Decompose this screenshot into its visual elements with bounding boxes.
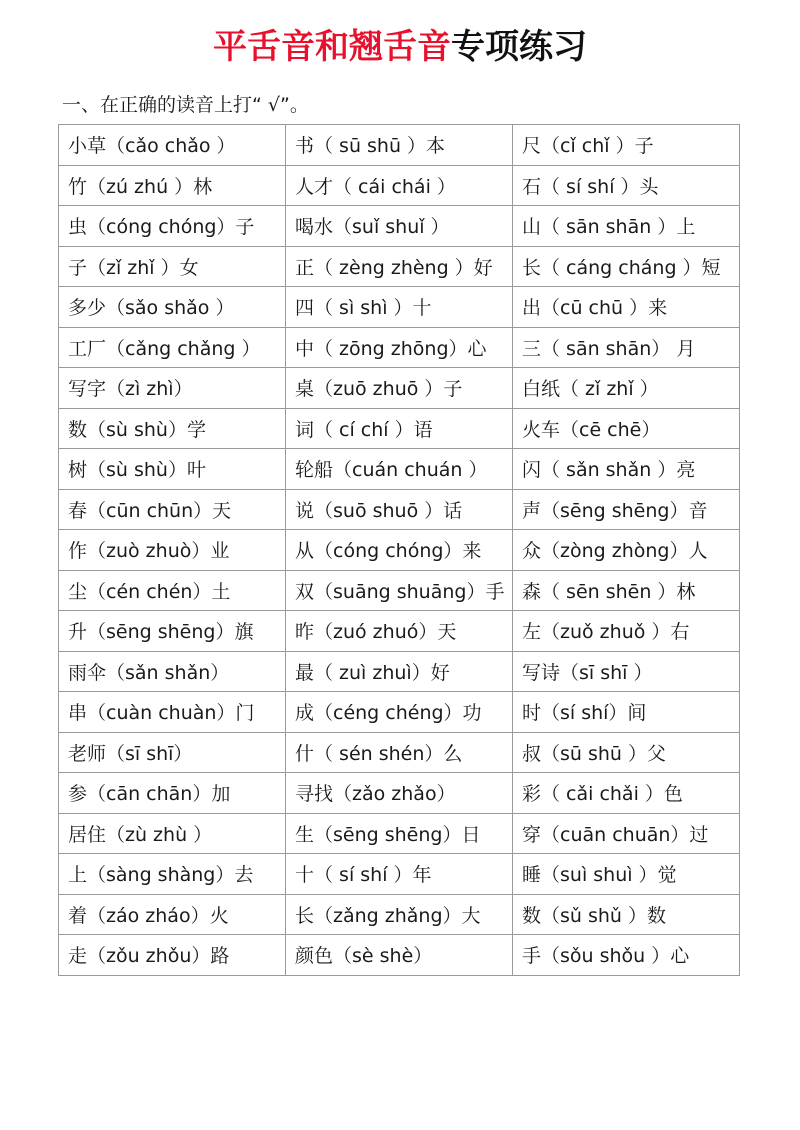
exercise-item[interactable]: 颜色（sè shè） <box>286 935 513 976</box>
exercise-item[interactable]: 众（zòng zhòng）人 <box>513 530 740 571</box>
exercise-item[interactable]: 成（céng chéng）功 <box>286 692 513 733</box>
exercise-item[interactable]: 居住（zù zhù ） <box>59 813 286 854</box>
exercise-table-body <box>59 125 740 976</box>
table-row <box>59 489 740 530</box>
table-row <box>59 894 740 935</box>
table-row <box>59 935 740 976</box>
table-row <box>59 287 740 328</box>
table-row <box>59 125 740 166</box>
exercise-item[interactable]: 最（ zuì zhuì）好 <box>286 651 513 692</box>
table-row <box>59 327 740 368</box>
exercise-item[interactable]: 山（ sān shān ）上 <box>513 206 740 247</box>
table-row <box>59 773 740 814</box>
instruction-text: 一、在正确的读音上打“ √”。 <box>62 94 309 116</box>
table-row <box>59 813 740 854</box>
exercise-item[interactable]: 彩（ cǎi chǎi ）色 <box>513 773 740 814</box>
exercise-item[interactable]: 着（záo zháo）火 <box>59 894 286 935</box>
worksheet-title <box>0 22 800 72</box>
table-row <box>59 368 740 409</box>
exercise-item[interactable]: 春（cūn chūn）天 <box>59 489 286 530</box>
exercise-item[interactable]: 写字（zì zhì） <box>59 368 286 409</box>
exercise-item[interactable]: 参（cān chān）加 <box>59 773 286 814</box>
exercise-item[interactable]: 子（zǐ zhǐ ）女 <box>59 246 286 287</box>
exercise-item[interactable]: 森（ sēn shēn ）林 <box>513 570 740 611</box>
exercise-item[interactable]: 小草（cǎo chǎo ） <box>59 125 286 166</box>
exercise-item[interactable]: 正（ zèng zhèng ）好 <box>286 246 513 287</box>
table-row <box>59 408 740 449</box>
title-black-part: 专项练习 <box>451 27 587 67</box>
exercise-item[interactable]: 数（sǔ shǔ ）数 <box>513 894 740 935</box>
exercise-item[interactable]: 工厂（cǎng chǎng ） <box>59 327 286 368</box>
exercise-item[interactable]: 写诗（sī shī ） <box>513 651 740 692</box>
exercise-item[interactable]: 穿（cuān chuān）过 <box>513 813 740 854</box>
table-row <box>59 530 740 571</box>
exercise-item[interactable]: 人才（ cái chái ） <box>286 165 513 206</box>
table-row <box>59 611 740 652</box>
table-row <box>59 246 740 287</box>
table-row <box>59 692 740 733</box>
exercise-item[interactable]: 说（suō shuō ）话 <box>286 489 513 530</box>
table-row <box>59 570 740 611</box>
exercise-item[interactable]: 老师（sī shī） <box>59 732 286 773</box>
exercise-item[interactable]: 石（ sí shí ）头 <box>513 165 740 206</box>
exercise-item[interactable]: 串（cuàn chuàn）门 <box>59 692 286 733</box>
exercise-item[interactable]: 竹（zú zhú ）林 <box>59 165 286 206</box>
exercise-item[interactable]: 时（sí shí）间 <box>513 692 740 733</box>
exercise-item[interactable]: 数（sù shù）学 <box>59 408 286 449</box>
table-row <box>59 449 740 490</box>
exercise-table <box>58 124 740 976</box>
exercise-item[interactable]: 闪（ sǎn shǎn ）亮 <box>513 449 740 490</box>
exercise-item[interactable]: 长（ cáng cháng ）短 <box>513 246 740 287</box>
exercise-item[interactable]: 词（ cí chí ）语 <box>286 408 513 449</box>
exercise-item[interactable]: 中（ zōng zhōng）心 <box>286 327 513 368</box>
exercise-item[interactable]: 寻找（zǎo zhǎo） <box>286 773 513 814</box>
exercise-item[interactable]: 多少（sǎo shǎo ） <box>59 287 286 328</box>
exercise-item[interactable]: 出（cū chū ）来 <box>513 287 740 328</box>
exercise-item[interactable]: 桌（zuō zhuō ）子 <box>286 368 513 409</box>
exercise-item[interactable]: 升（sēng shēng）旗 <box>59 611 286 652</box>
exercise-item[interactable]: 上（sàng shàng）去 <box>59 854 286 895</box>
exercise-item[interactable]: 轮船（cuán chuán ） <box>286 449 513 490</box>
table-row <box>59 854 740 895</box>
exercise-item[interactable]: 喝水（suǐ shuǐ ） <box>286 206 513 247</box>
exercise-item[interactable]: 四（ sì shì ）十 <box>286 287 513 328</box>
exercise-item[interactable]: 声（sēng shēng）音 <box>513 489 740 530</box>
title-red-part: 平舌音和翘舌音 <box>213 27 451 67</box>
exercise-item[interactable]: 尘（cén chén）土 <box>59 570 286 611</box>
exercise-item[interactable]: 什（ sén shén）么 <box>286 732 513 773</box>
exercise-item[interactable]: 昨（zuó zhuó）天 <box>286 611 513 652</box>
exercise-item[interactable]: 从（cóng chóng）来 <box>286 530 513 571</box>
exercise-item[interactable]: 白纸（ zǐ zhǐ ） <box>513 368 740 409</box>
exercise-item[interactable]: 书（ sū shū ）本 <box>286 125 513 166</box>
exercise-item[interactable]: 生（sēng shēng）日 <box>286 813 513 854</box>
exercise-item[interactable]: 叔（sū shū ）父 <box>513 732 740 773</box>
exercise-item[interactable]: 双（suāng shuāng）手 <box>286 570 513 611</box>
exercise-item[interactable]: 雨伞（sǎn shǎn） <box>59 651 286 692</box>
table-row <box>59 651 740 692</box>
table-row <box>59 165 740 206</box>
exercise-item[interactable]: 三（ sān shān） 月 <box>513 327 740 368</box>
exercise-item[interactable]: 火车（cē chē） <box>513 408 740 449</box>
exercise-item[interactable]: 作（zuò zhuò）业 <box>59 530 286 571</box>
table-row <box>59 732 740 773</box>
exercise-item[interactable]: 虫（cóng chóng）子 <box>59 206 286 247</box>
exercise-item[interactable]: 睡（suì shuì ）觉 <box>513 854 740 895</box>
table-row <box>59 206 740 247</box>
exercise-item[interactable]: 走（zǒu zhǒu）路 <box>59 935 286 976</box>
exercise-item[interactable]: 尺（cǐ chǐ ）子 <box>513 125 740 166</box>
exercise-item[interactable]: 手（sǒu shǒu ）心 <box>513 935 740 976</box>
exercise-item[interactable]: 树（sù shù）叶 <box>59 449 286 490</box>
exercise-item[interactable]: 左（zuǒ zhuǒ ）右 <box>513 611 740 652</box>
exercise-item[interactable]: 长（zǎng zhǎng）大 <box>286 894 513 935</box>
exercise-item[interactable]: 十（ sí shí ）年 <box>286 854 513 895</box>
